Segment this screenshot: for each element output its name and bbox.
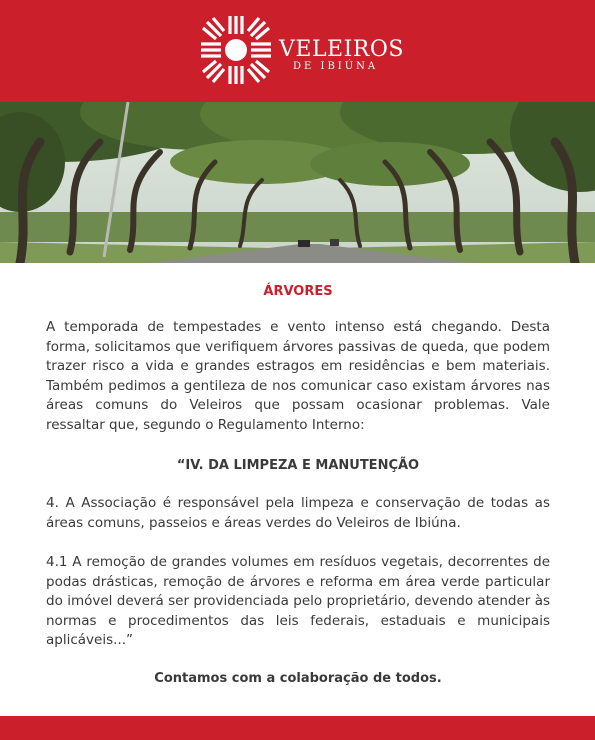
article-title: ÁRVORES [263,284,333,299]
item-4-paragraph: 4. A Associação é responsável pela limpeza e conservação de todas as áreas comuns, passeios e áreas verdes do Veleiros de Ibiúna. [46,495,550,531]
intro-paragraph: A temporada de tempestades e vento intenso está chegando. Desta forma, solicitamos que verifiquem árvores passivas de queda, que podem trazer risco a vida e grandes estragos em residências e bem materiais. Também pedimos a gentileza de nos comunicar caso existam árvores nas áreas comuns do Veleiros que possam ocasionar problemas. Vale ressaltar que, segundo o Regulamento Interno: [46,319,550,433]
tree-lined-avenue-photo [0,102,595,263]
item-4-1-paragraph: 4.1 A remoção de grandes volumes em resíduos vegetais, decorrentes de podas drásticas, remoção de árvores e reforma em área verde particular do imóvel deverá ser providenciada pelo proprietário, devendo atender às normas e procedimentos das leis federais, estaduais e municipais aplicáveis...” [46,554,550,648]
sun-burst-logo-icon [199,14,273,86]
brand-subtitle: DE IBIÚNA [293,61,379,72]
section-heading: “IV. DA LIMPEZA E MANUTENÇÃO [176,458,420,473]
article [46,284,550,686]
veleiros-logo [199,14,404,86]
footer-bar [0,716,595,740]
brand-name: VELEIROS [279,37,404,62]
closing-line: Contamos com a colaboração de todos. [154,670,442,686]
header-banner [0,0,595,102]
